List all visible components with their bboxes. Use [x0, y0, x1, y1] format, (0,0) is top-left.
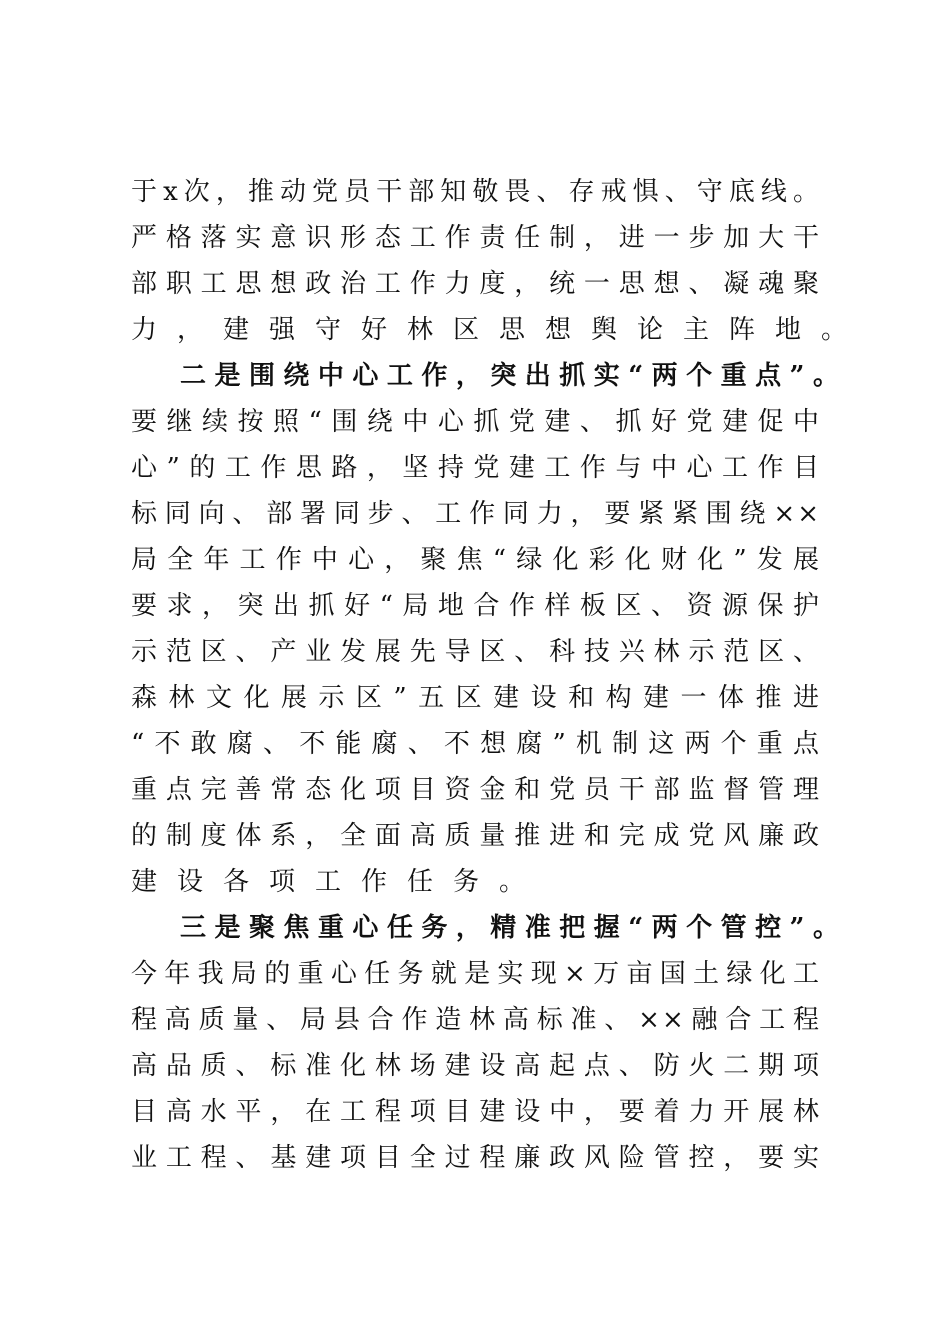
text-line: 局全年工作中心，聚焦“绿化彩化财化”发展: [131, 545, 821, 575]
text-line: 示范区、产业发展先导区、科技兴林示范区、: [131, 637, 821, 667]
section-heading: 二是围绕中心工作，突出抓实“两个重点”。: [180, 361, 841, 391]
text-line: 重点完善常态化项目资金和党员干部监督管理: [131, 775, 821, 805]
text-line: 部职工思想政治工作力度，统一思想、凝魂聚: [131, 269, 821, 299]
text-line: 严格落实意识形态工作责任制，进一步加大干: [131, 223, 821, 253]
text-line: 高品质、标准化林场建设高起点、防火二期项: [131, 1051, 821, 1081]
text-line: 心”的工作思路，坚持党建工作与中心工作目: [131, 453, 821, 483]
text-line: 于x次，推动党员干部知敬畏、存戒惧、守底线。: [131, 177, 821, 207]
text-line: 程高质量、局县合作造林高标准、××融合工程: [131, 1005, 821, 1035]
text-line: 建设各项工作任务。: [131, 867, 546, 897]
text-line: 要继续按照“围绕中心抓党建、抓好党建促中: [131, 407, 821, 437]
text-line: 的制度体系，全面高质量推进和完成党风廉政: [131, 821, 821, 851]
text-line: 业工程、基建项目全过程廉政风险管控，要实: [131, 1143, 821, 1173]
text-line: 要求，突出抓好“局地合作样板区、资源保护: [131, 591, 821, 621]
text-line: 森林文化展示区”五区建设和构建一体推进: [131, 683, 821, 713]
text-line: 目高水平，在工程项目建设中，要着力开展林: [131, 1097, 821, 1127]
text-line: “不敢腐、不能腐、不想腐”机制这两个重点: [131, 729, 821, 759]
text-line: 标同向、部署同步、工作同力，要紧紧围绕××: [131, 499, 821, 529]
text-line: 力，建强守好林区思想舆论主阵地。: [131, 315, 868, 345]
section-heading: 三是聚焦重心任务，精准把握“两个管控”。: [180, 913, 841, 943]
text-line: 今年我局的重心任务就是实现×万亩国土绿化工: [131, 959, 821, 989]
